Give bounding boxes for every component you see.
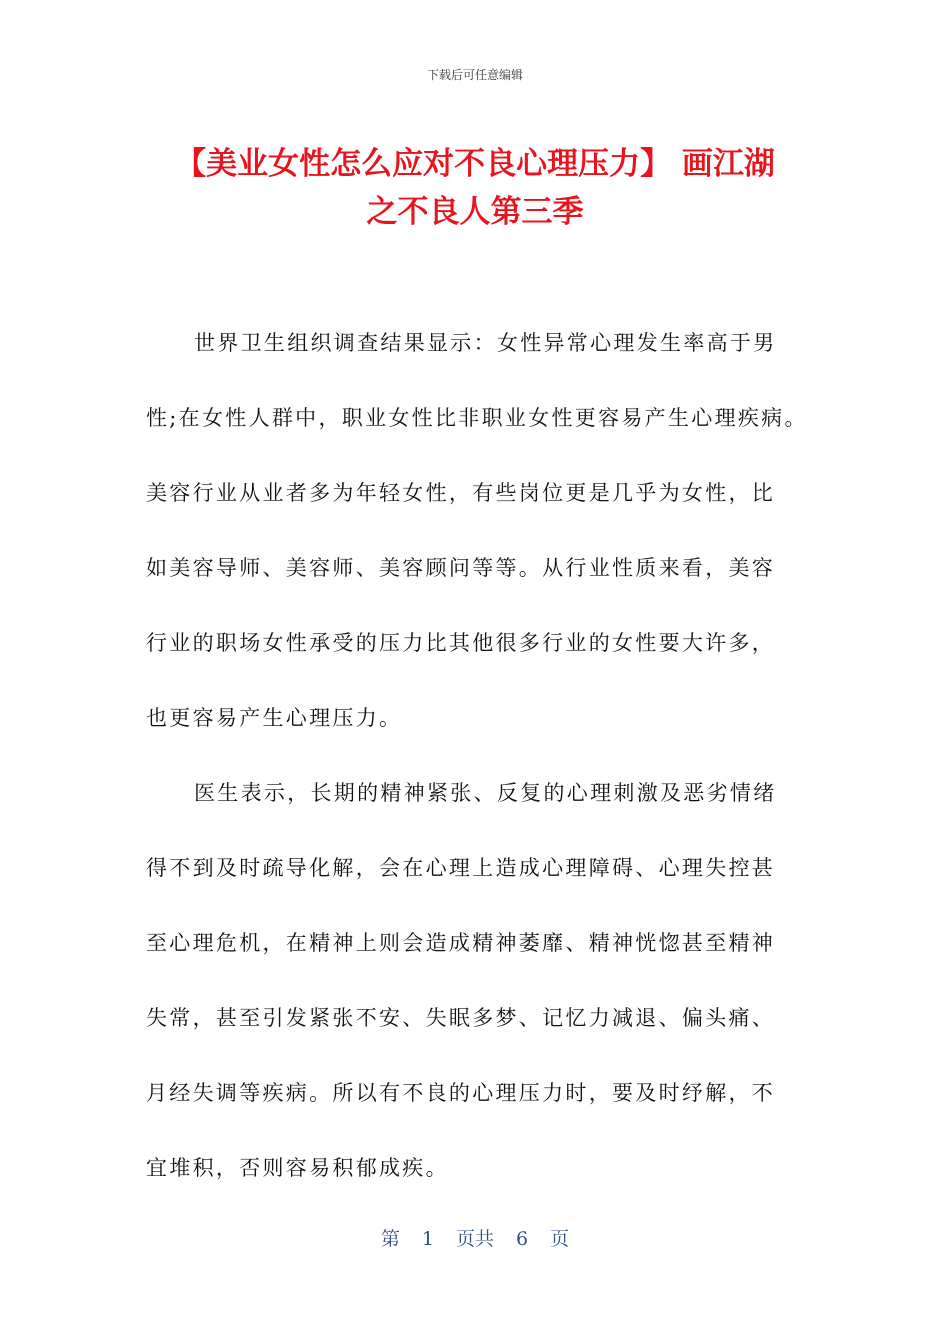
- page-footer: [0, 1224, 950, 1251]
- title-line-2: 之不良人第三季: [366, 194, 584, 230]
- paragraph-line: 世界卫生组织调查结果显示：女性异常心理发生率高于男: [194, 331, 777, 355]
- paragraph-line: 也更容易产生心理压力。: [146, 706, 403, 730]
- paragraph-line: 至心理危机，在精神上则会造成精神萎靡、精神恍惚甚至精神: [146, 931, 776, 955]
- paragraph-line: 如美容导师、美容师、美容顾问等等。从行业性质来看，美容: [146, 556, 776, 580]
- paragraph-line: 月经失调等疾病。所以有不良的心理压力时，要及时纾解，不: [146, 1081, 776, 1105]
- paragraph-line: 美容行业从业者多为年轻女性，有些岗位更是几乎为女性，比: [146, 481, 776, 505]
- footer-page-number: 1: [421, 1228, 434, 1250]
- title-line-1: 【美业女性怎么应对不良心理压力】 画江湖: [175, 146, 775, 182]
- paragraph-line: 行业的职场女性承受的压力比其他很多行业的女性要大许多，: [146, 631, 776, 655]
- document-title: [120, 140, 830, 236]
- document-body: [146, 306, 836, 1206]
- paragraph-line: 宜堆积，否则容易积郁成疾。: [146, 1156, 449, 1180]
- header-note: 下载后可任意编辑: [426, 68, 523, 82]
- paragraph-line: 性;在女性人群中，职业女性比非职业女性更容易产生心理疾病。: [146, 406, 808, 430]
- paragraph-line: 得不到及时疏导化解，会在心理上造成心理障碍、心理失控甚: [146, 856, 776, 880]
- footer-page-mid: 页共: [455, 1228, 494, 1250]
- paragraph-line: 失常，甚至引发紧张不安、失眠多梦、记忆力减退、偏头痛、: [146, 1006, 776, 1030]
- footer-total-pages: 6: [516, 1228, 529, 1250]
- paragraph-line: 医生表示，长期的精神紧张、反复的心理刺激及恶劣情绪: [194, 781, 777, 805]
- footer-page-label: 第: [380, 1228, 400, 1250]
- footer-page-suffix: 页: [550, 1228, 570, 1250]
